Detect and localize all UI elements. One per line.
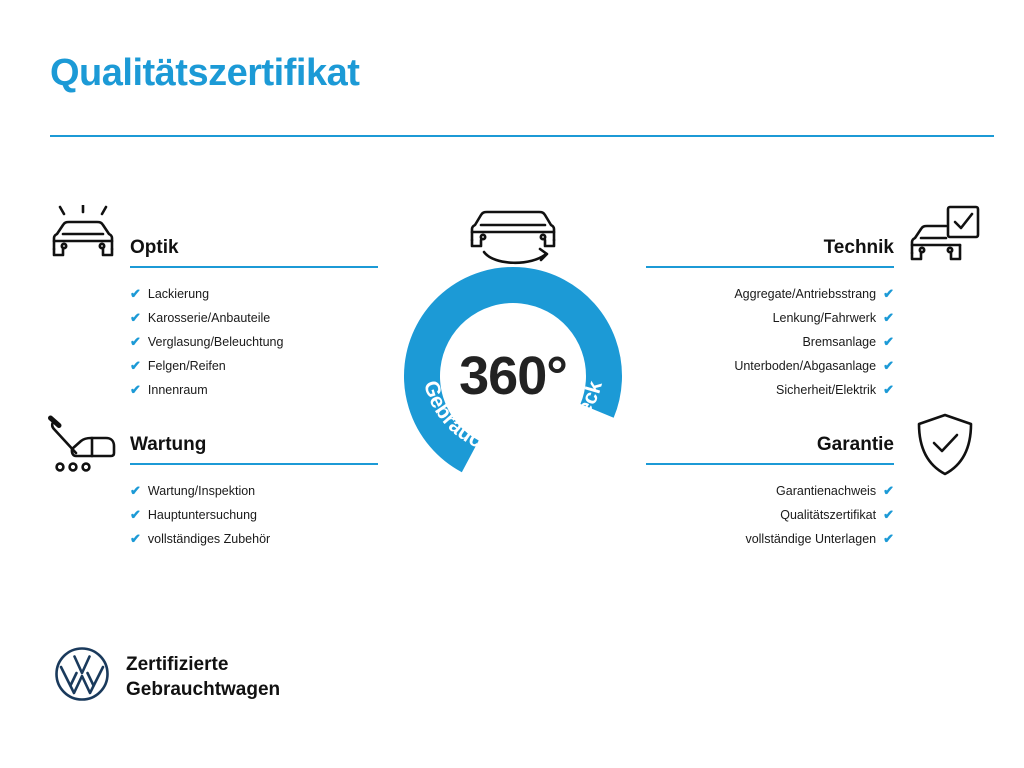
center-badge	[378, 196, 648, 496]
check-icon: ✔	[883, 382, 894, 397]
list-item-label: Bremsanlage	[802, 335, 877, 349]
svg-text:Gebrauchtwagen-Check: Gebrauchtwagen-Check	[418, 377, 607, 461]
list-item-label: vollständiges Zubehör	[147, 532, 271, 546]
list-item	[130, 527, 430, 551]
list-item-label: Aggregate/Antriebsstrang	[734, 287, 877, 301]
list-item-label: vollständige Unterlagen	[745, 532, 877, 546]
check-icon: ✔	[883, 358, 894, 373]
list-item-label: Karosserie/Anbauteile	[147, 311, 271, 325]
list-item	[130, 503, 430, 527]
list-item-label: Lenkung/Fahrwerk	[772, 311, 877, 325]
vw-logo	[54, 646, 110, 707]
title-divider	[50, 135, 994, 137]
section-heading-wartung: Wartung	[130, 434, 207, 455]
car-lift-icon	[46, 415, 120, 482]
car-polish-icon	[48, 205, 118, 272]
list-item-label: Sicherheit/Elektrik	[776, 383, 877, 397]
brand-line-1: Zertifizierte	[126, 653, 229, 675]
check-ring	[378, 258, 648, 494]
check-icon: ✔	[883, 531, 894, 546]
shield-check-icon	[915, 412, 975, 483]
list-item-label: Hauptuntersuchung	[147, 508, 258, 522]
check-icon: ✔	[130, 358, 141, 373]
page-title: Qualitätszertifikat	[50, 52, 360, 94]
center-number: 360°	[459, 346, 567, 406]
check-icon: ✔	[130, 334, 141, 349]
list-item-label: Innenraum	[147, 383, 208, 397]
list-item-label: Wartung/Inspektion	[147, 484, 256, 498]
check-icon: ✔	[883, 310, 894, 325]
list-item-label: Lackierung	[147, 287, 210, 301]
brand-line-2: Gebrauchtwagen	[126, 678, 281, 700]
section-heading-optik: Optik	[130, 237, 179, 258]
check-icon: ✔	[130, 507, 141, 522]
list-item	[594, 527, 894, 551]
car-checklist-icon	[908, 205, 982, 272]
list-item-label: Garantienachweis	[776, 484, 877, 498]
check-icon: ✔	[883, 483, 894, 498]
check-icon: ✔	[130, 483, 141, 498]
brand-text	[126, 652, 280, 702]
section-heading-technik: Technik	[823, 237, 894, 258]
check-icon: ✔	[130, 286, 141, 301]
section-heading-garantie: Garantie	[816, 434, 894, 455]
check-icon: ✔	[130, 382, 141, 397]
list-item-label: Verglasung/Beleuchtung	[147, 335, 284, 349]
list-item-label: Qualitätszertifikat	[780, 508, 877, 522]
check-icon: ✔	[883, 507, 894, 522]
brand-footer	[54, 646, 280, 707]
check-icon: ✔	[130, 310, 141, 325]
check-icon: ✔	[130, 531, 141, 546]
list-item-label: Unterboden/Abgasanlage	[734, 359, 877, 373]
check-icon: ✔	[883, 334, 894, 349]
list-item	[594, 503, 894, 527]
list-item-label: Felgen/Reifen	[147, 359, 226, 373]
check-icon: ✔	[883, 286, 894, 301]
